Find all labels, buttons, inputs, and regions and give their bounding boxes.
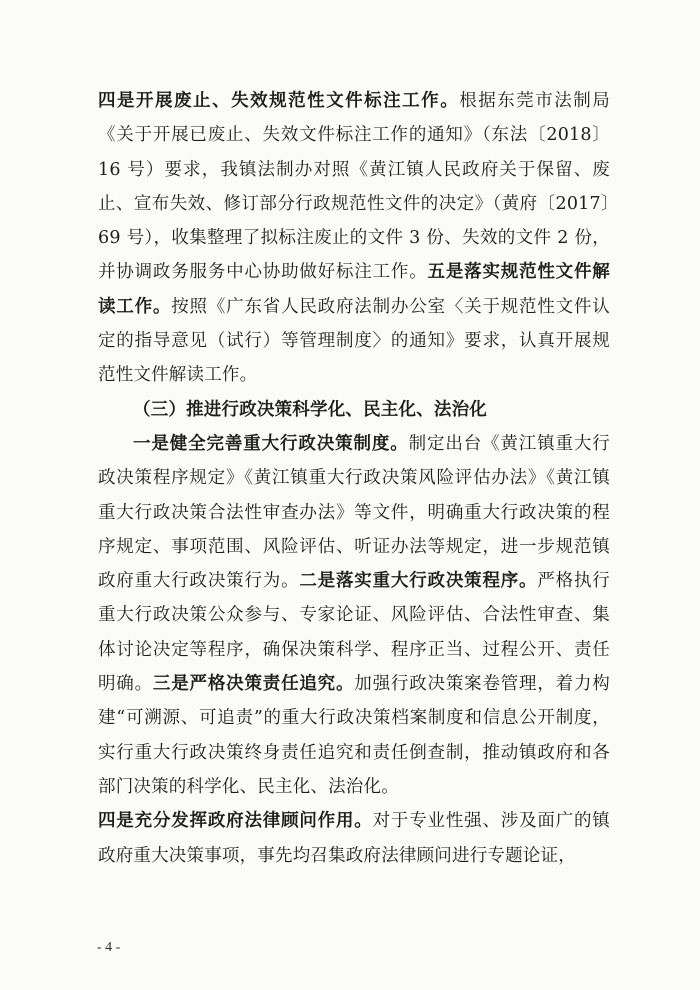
item-heading-four-advisors: 四是充分发挥政府法律顾问作用。 (98, 811, 373, 832)
document-body (98, 84, 610, 873)
paragraph-decision-making (98, 427, 610, 804)
paragraph-text: 根据东莞市法制局《关于开展已废止、失效文件标注工作的通知》（东法〔2018〕16 号）要求，我镇法制办对照《黄江镇人民政府关于保留、废止、宣布失效、修订部分行政规范性文件的决定》（黄府〔2017〕69 号），收集整理了拟标注废止的文件 3 份、失效的文件 2 份，并协调政务服务中心协助做好标注工作。 (98, 91, 610, 283)
item-heading-three: 三是严格决策责任追究。 (152, 674, 355, 695)
paragraph-text: 严格执行重大行政决策公众参与、专家论证、风险评估、合法性审查、集体讨论决定等程序，确保决策科学、程序正当、过程公开、责任明确。 (98, 571, 610, 695)
paragraph-legal-advisors (98, 804, 610, 873)
paragraph-text: 按照《广东省人民政府法制办公室〈关于规范性文件认定的指导意见（试行）等管理制度〉的通知》要求，认真开展规范性文件解读工作。 (98, 296, 610, 386)
page-number: - 4 - (97, 940, 121, 955)
paragraph-text: 对于专业性强、涉及面广的镇政府重大决策事项，事先均召集政府法律顾问进行专题论证， (98, 811, 610, 866)
section-heading: （三）推进行政决策科学化、民主化、法治化 (133, 399, 487, 420)
item-heading-five: 五是落实规范性文件解读工作。 (98, 262, 610, 317)
item-heading-four: 四是开展废止、失效规范性文件标注工作。 (98, 91, 460, 111)
paragraph-text: 加强行政决策案卷管理，着力构建“可溯源、可追责”的重大行政决策档案制度和信息公开制度，实行重大行政决策终身责任追究和责任倒查制，推动镇政府和各部门决策的科学化、民主化、法治化。 (98, 674, 610, 797)
item-heading-one: 一是健全完善重大行政决策制度。 (133, 433, 409, 454)
paragraph-text: 制定出台《黄江镇重大行政决策程序规定》《黄江镇重大行政决策风险评估办法》《黄江镇重大行政决策合法性审查办法》等文件，明确重大行政决策的程序规定、事项范围、风险评估、听证办法等规定，进一步规范镇政府重大行政决策行为。 (98, 433, 610, 592)
item-heading-two: 二是落实重大行政决策程序。 (299, 571, 538, 592)
paragraph-normative-documents (98, 84, 610, 393)
